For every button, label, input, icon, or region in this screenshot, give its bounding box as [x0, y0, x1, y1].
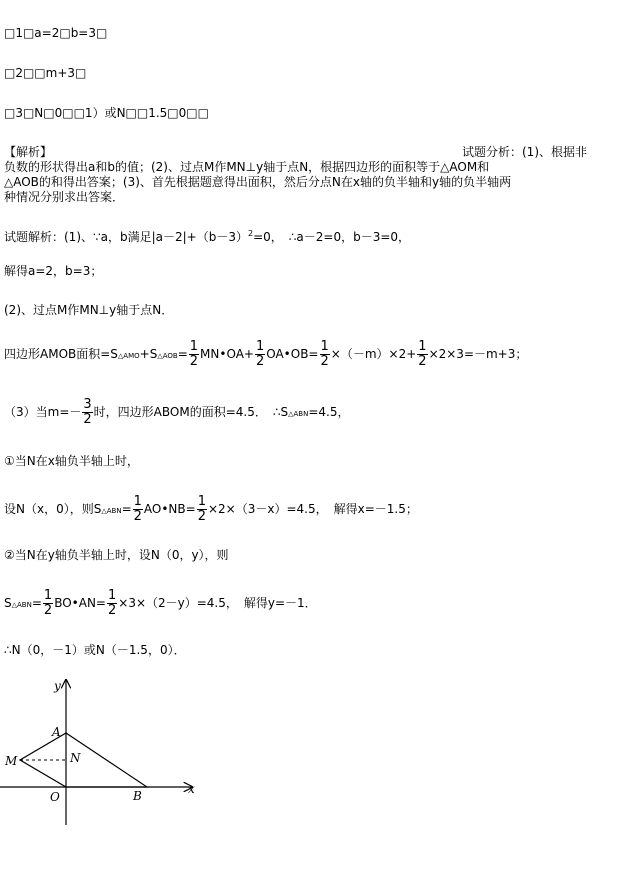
analysis-head: 试题分析：(1)、根据非: [462, 145, 587, 159]
step-9-sub: △ABN: [11, 601, 32, 609]
fraction-three-halves: $\frac{3}{2}$: [83, 397, 92, 427]
step-5-text-b: 时，四边形ABOM的面积=4.5． ∴S: [93, 405, 289, 419]
fraction-half: $\frac{1}{2}$: [189, 339, 199, 369]
fraction-half: $\frac{1}{2}$: [255, 339, 265, 369]
answer-1: □1□a=2□b=3□: [4, 26, 108, 40]
step-4-text-f: ×（－m）×2+: [330, 347, 417, 361]
fraction-half: $\frac{1}{2}$: [418, 339, 427, 369]
solution-step-5: [4, 398, 349, 427]
step-1-exponent: 2: [248, 229, 254, 238]
step-5-text-a: （3）当m=－: [4, 405, 82, 419]
step-9-text-c: BO•AN=: [54, 596, 106, 610]
point-a-label: A: [52, 725, 61, 739]
solution-step-9: [4, 589, 317, 618]
fraction-half: $\frac{1}{2}$: [107, 588, 117, 618]
step-7-text-b: =: [121, 502, 132, 516]
solution-step-7: [4, 495, 418, 524]
step-4-text-g: ×2×3=－m+3；: [428, 347, 528, 361]
point-m-label: M: [5, 754, 18, 768]
fraction-half: $\frac{1}{2}$: [197, 494, 206, 524]
step-4-text-d: MN•OA+: [200, 347, 254, 361]
solution-step-6: ①当N在x轴负半轴上时，: [4, 454, 139, 468]
step-5-text-c: =4.5，: [308, 405, 350, 419]
step-7-text-c: AO•NB=: [143, 502, 196, 516]
step-4-text-e: OA•OB=: [266, 347, 319, 361]
step-4-sub-2: △AOB: [157, 352, 178, 360]
fraction-half: $\frac{1}{2}$: [320, 339, 329, 369]
step-9-text-a: S: [4, 596, 12, 610]
step-5-sub: △ABN: [288, 410, 309, 418]
solution-step-4: [4, 340, 527, 369]
step-1-text: 试题解析：(1)、∵a，b满足|a－2|+（b－3）: [4, 230, 248, 244]
step-1-rest: =0， ∴a－2=0，b－3=0，: [253, 230, 411, 244]
step-4-sub-1: △AMO: [117, 352, 140, 360]
point-n-label: N: [70, 751, 81, 765]
step-4-text-b: +S: [139, 347, 158, 361]
point-b-label: B: [133, 789, 142, 803]
y-axis-label: y: [54, 679, 61, 693]
solution-conclusion: ∴N（0，－1）或N（－1.5，0）．: [4, 643, 186, 657]
step-9-text-b: =: [31, 596, 42, 610]
solution-step-3: (2)、过点M作MN⊥y轴于点N．: [4, 303, 174, 317]
analysis-line-3: △AOB的和得出答案；(3)、首先根据题意得出面积，然后分点N在x轴的负半轴和y轴的负半轴两: [4, 175, 512, 189]
solution-step-8: ②当N在y轴负半轴上时，设N（0，y），则: [4, 548, 229, 562]
answer-3: □3□N□0□□1）或N□□1.5□0□□: [4, 106, 209, 120]
coordinate-figure: [0, 670, 220, 840]
x-axis-label: x: [188, 782, 195, 796]
analysis-line-2: 负数的形状得出a和b的值；(2)、过点M作MN⊥y轴于点N，根据四边形的面积等于△AOM和: [4, 160, 490, 174]
step-7-sub: △ABN: [101, 507, 122, 515]
analysis-label: 【解析】: [4, 145, 53, 159]
fraction-half: $\frac{1}{2}$: [43, 588, 53, 618]
point-o-label: O: [50, 790, 60, 804]
answer-2: □2□□m+3□: [4, 66, 87, 80]
step-9-text-d: ×3×（2－y）=4.5， 解得y=－1．: [118, 596, 317, 610]
fraction-half: $\frac{1}{2}$: [133, 494, 142, 524]
step-7-text-d: ×2×（3－x）=4.5， 解得x=－1.5；: [207, 502, 418, 516]
analysis-line-4: 种情况分别求出答案．: [4, 190, 125, 204]
solution-step-1: [4, 227, 410, 244]
step-7-text-a: 设N（x，0），则S: [4, 502, 102, 516]
step-4-text-a: 四边形AMOB面积=S: [4, 347, 118, 361]
step-4-text-c: =: [177, 347, 188, 361]
solution-step-2: 解得a=2，b=3；: [4, 264, 103, 278]
